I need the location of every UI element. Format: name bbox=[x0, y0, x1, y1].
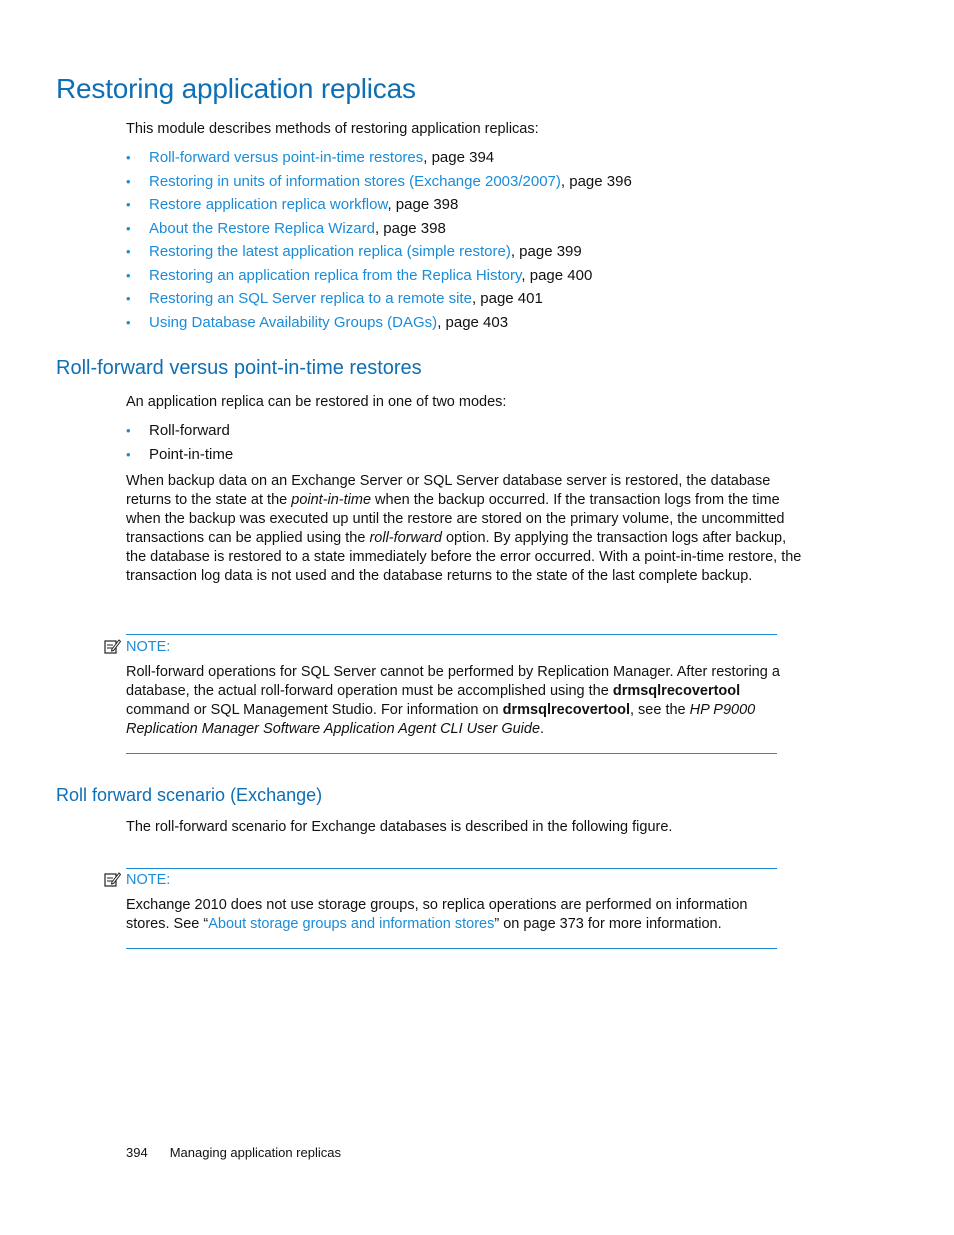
modes-list bbox=[126, 419, 233, 466]
note-text-part: command or SQL Management Studio. For information on bbox=[126, 702, 503, 718]
toc-link[interactable]: Using Database Availability Groups (DAGs) bbox=[149, 313, 438, 331]
list-item bbox=[126, 419, 233, 443]
list-item bbox=[126, 264, 632, 288]
intro-text: This module describes methods of restoring application replicas: bbox=[126, 121, 539, 137]
page-number: 394 bbox=[126, 1145, 148, 1160]
note-header bbox=[104, 871, 170, 888]
note-label: NOTE: bbox=[126, 871, 171, 888]
body-emphasis: point-in-time bbox=[291, 492, 372, 508]
command-name: drmsqlrecovertool bbox=[612, 683, 741, 699]
list-item bbox=[126, 170, 632, 194]
toc-page: , page 398 bbox=[387, 196, 459, 213]
toc-link[interactable]: Restore application replica workflow bbox=[149, 196, 388, 213]
toc-page: , page 394 bbox=[423, 149, 495, 166]
toc-page: , page 399 bbox=[510, 243, 582, 260]
toc-page: , page 396 bbox=[560, 172, 632, 190]
toc-link[interactable]: About the Restore Replica Wizard bbox=[149, 219, 375, 237]
page-title: Restoring application replicas bbox=[56, 73, 416, 104]
bullet-icon: • bbox=[126, 197, 131, 212]
body-text-part: option. By applying the transaction logs after backup, the database is restored to a state immediately before the error occurred. With a point-in-time restore, the transaction log data is not used and the database returns to the state of the last complete backup. bbox=[126, 530, 802, 584]
list-item bbox=[126, 217, 632, 241]
toc-link[interactable]: Restoring the latest application replica (simple restore) bbox=[149, 243, 511, 260]
bullet-icon: • bbox=[126, 173, 131, 189]
note-text-part: Exchange 2010 does not use storage groups, so replica operations are performed on information stores. See “ bbox=[126, 897, 748, 932]
list-item bbox=[126, 193, 632, 217]
list-item bbox=[126, 287, 632, 311]
toc-page: , page 401 bbox=[471, 290, 543, 307]
note-bottom-rule bbox=[126, 948, 777, 949]
toc-link[interactable]: Restoring an application replica from the Replica History bbox=[149, 266, 522, 284]
bullet-icon: • bbox=[126, 244, 131, 259]
list-item bbox=[126, 146, 632, 170]
scenario-intro: The roll-forward scenario for Exchange databases is described in the following figure. bbox=[126, 819, 673, 835]
note-text-part: , see the bbox=[629, 702, 690, 718]
note-bottom-rule bbox=[126, 753, 777, 754]
section-heading-scenario: Roll forward scenario (Exchange) bbox=[56, 785, 323, 805]
page-footer bbox=[126, 1145, 363, 1160]
bullet-icon: • bbox=[126, 267, 131, 283]
note-body bbox=[126, 896, 786, 934]
bullet-icon: • bbox=[126, 314, 131, 330]
list-item bbox=[126, 240, 632, 264]
toc-link[interactable]: Roll-forward versus point-in-time restores bbox=[149, 149, 424, 166]
note-icon bbox=[104, 871, 121, 888]
section-intro: An application replica can be restored in one of two modes: bbox=[126, 394, 507, 410]
note-body bbox=[126, 663, 786, 739]
bullet-icon: • bbox=[126, 423, 131, 438]
note-label: NOTE: bbox=[126, 638, 171, 655]
note-top-rule bbox=[126, 634, 777, 635]
mode-label: Point-in-time bbox=[149, 445, 234, 463]
mode-label: Roll-forward bbox=[149, 422, 230, 439]
toc-page: , page 400 bbox=[521, 266, 593, 284]
chapter-title: Managing application replicas bbox=[169, 1145, 341, 1160]
bullet-icon: • bbox=[126, 446, 131, 462]
note-text-part: Roll-forward operations for SQL Server cannot be performed by Replication Manager. After restoring a database, the actual roll-forward operation must be accomplished using the bbox=[126, 664, 780, 699]
body-text-part: When backup data on an Exchange Server or SQL Server database server is restored, the database returns to the state at the bbox=[126, 473, 771, 508]
note-icon bbox=[104, 638, 121, 655]
section-heading-rollforward: Roll-forward versus point-in-time restores bbox=[56, 357, 422, 379]
command-name: drmsqlrecovertool bbox=[502, 702, 630, 718]
body-text-part: when the backup occurred. If the transaction logs from the time when the backup was executed up until the restore are stored on the primary volume, the uncommitted transactions can be applied using the bbox=[126, 492, 785, 546]
note-text-part: ” on page 373 for more information. bbox=[494, 916, 722, 932]
toc-page: , page 403 bbox=[437, 313, 509, 331]
body-paragraph bbox=[126, 472, 802, 586]
toc-link[interactable]: Restoring an SQL Server replica to a remote site bbox=[149, 290, 472, 307]
note-header bbox=[104, 638, 170, 655]
guide-title: HP P9000 Replication Manager Software Application Agent CLI User Guide bbox=[126, 702, 756, 737]
toc-page: , page 398 bbox=[374, 219, 446, 237]
toc-link[interactable]: Restoring in units of information stores (Exchange 2003/2007) bbox=[149, 172, 561, 190]
note-top-rule bbox=[126, 868, 777, 869]
toc-list bbox=[126, 146, 632, 334]
note-text-part: . bbox=[540, 721, 545, 737]
list-item bbox=[126, 311, 632, 335]
bullet-icon: • bbox=[126, 291, 131, 306]
body-emphasis: roll-forward bbox=[369, 530, 442, 546]
storage-groups-link[interactable]: About storage groups and information stores bbox=[208, 916, 495, 932]
list-item bbox=[126, 443, 233, 467]
bullet-icon: • bbox=[126, 220, 131, 236]
bullet-icon: • bbox=[126, 150, 131, 165]
